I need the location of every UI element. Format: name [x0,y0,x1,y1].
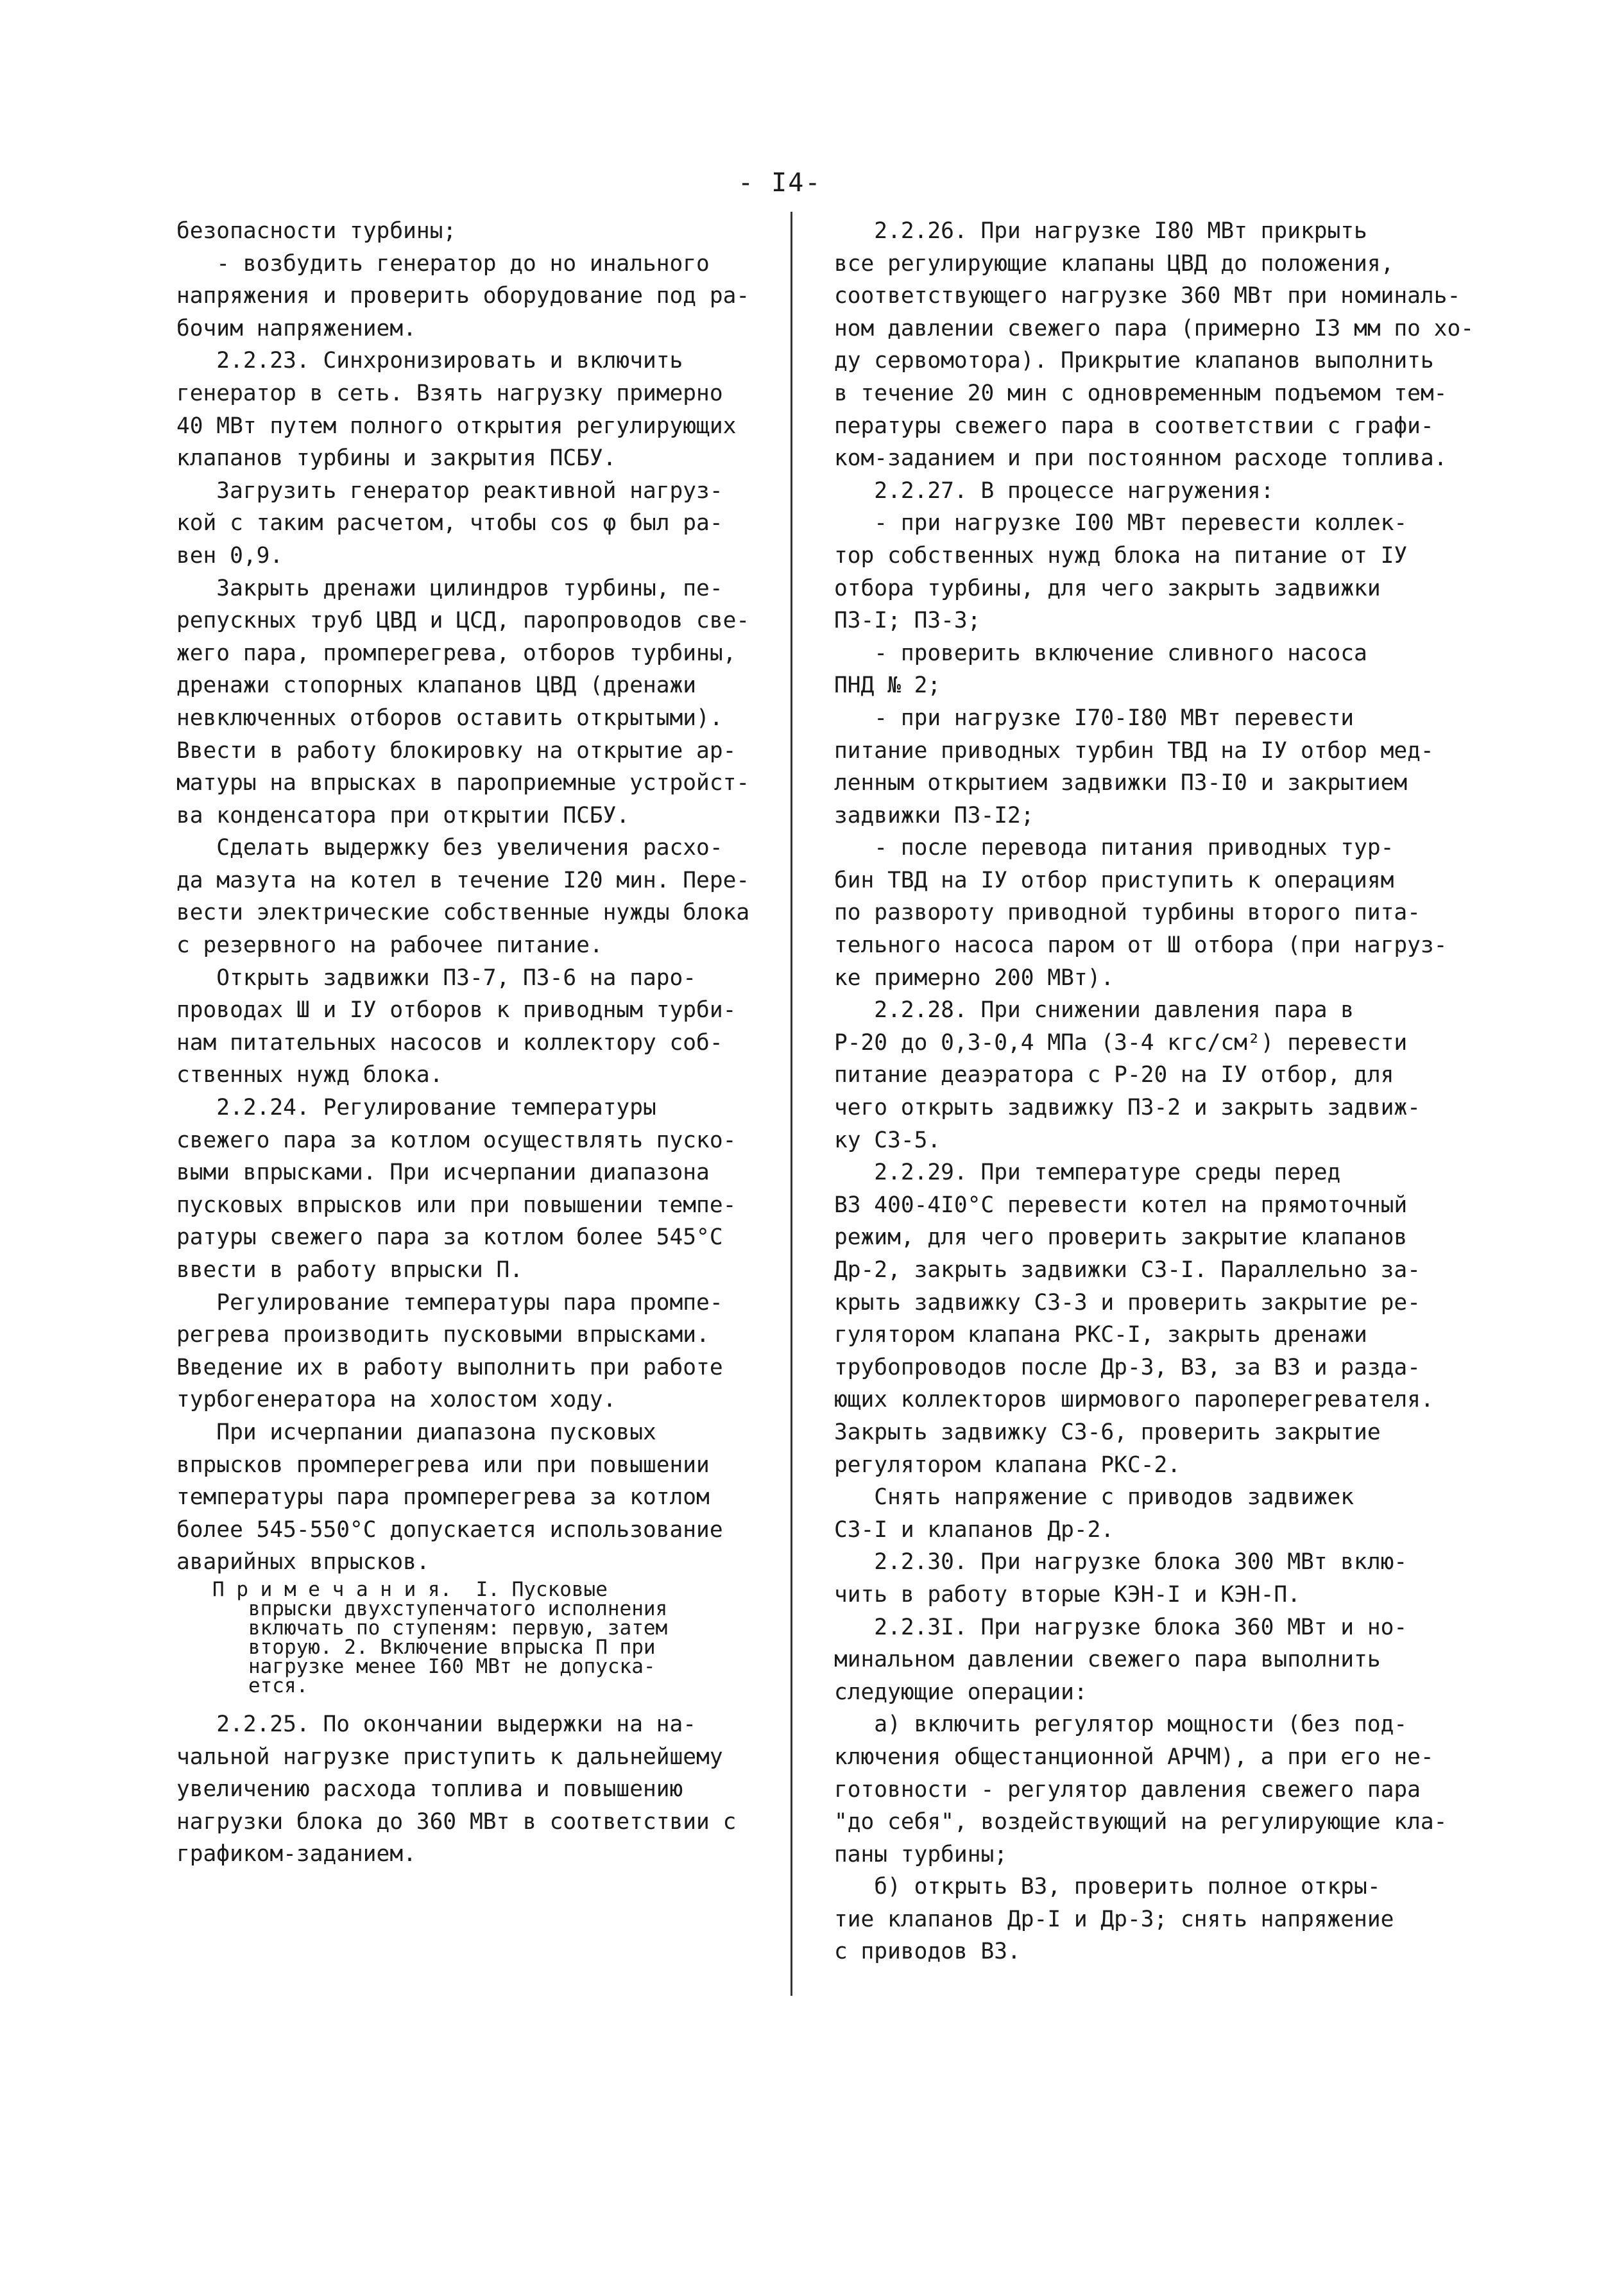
text-line: б) открыть ВЗ, проверить полное откры- [834,1874,1381,1900]
text-line: клапанов турбины и закрытия ПСБУ. [176,445,617,472]
text-line: бин ТВД на IУ отбор приступить к операциям [834,867,1394,893]
text-line: 2.2.26. При нагрузке I80 МВт прикрыть [834,218,1367,244]
text-line: репускных труб ЦВД и ЦСД, паропроводов све- [176,608,750,634]
text-line: чего открыть задвижку ПЗ-2 и закрыть задвиж- [834,1095,1421,1121]
text-line: тор собственных нужд блока на питание от IУ [834,542,1408,569]
text-line: ВЗ 400-4I0°С перевести котел на прямоточный [834,1192,1408,1218]
note-block [176,1577,754,1697]
text-line: - при нагрузке I70-I80 МВт перевести [834,705,1355,731]
text-line: следующие операции: [834,1679,1088,1705]
text-line: трубопроводов после Др-3, ВЗ, за ВЗ и разда- [834,1354,1421,1380]
text-block [176,215,754,1579]
text-line: с резервного на рабочее питание. [176,932,603,959]
text-line: пературы свежего пара в соответствии с графи- [834,413,1434,439]
text-line: Р-20 до 0,3-0,4 МПа (3-4 кгс/см²) перевести [834,1029,1408,1056]
text-line: паны турбины; [834,1841,1008,1867]
text-line: ку СЗ-5. [834,1127,941,1153]
text-line: ввести в работу впрыски П. [176,1257,524,1283]
text-line: нагрузке менее I60 МВт не допуска- [176,1654,656,1678]
text-line: задвижки ПЗ-I2; [834,802,1034,828]
column-divider [791,212,792,1996]
text-line: 2.2.3I. При нагрузке блока 360 МВт и но- [834,1614,1408,1640]
text-line: - проверить включение сливного насоса [834,640,1367,666]
text-line: 2.2.25. По окончании выдержки на на- [176,1711,697,1737]
text-line: "до себя", воздействующий на регулирующие кла- [834,1809,1448,1835]
text-line: ющих коллекторов ширмового пароперегревателя. [834,1387,1434,1413]
text-line: Открыть задвижки ПЗ-7, ПЗ-6 на паро- [176,965,697,991]
text-line: Ввести в работу блокировку на открытие ар- [176,737,737,764]
text-line: турбогенератора на холостом ходу. [176,1387,617,1413]
text-line: 40 МВт путем полного открытия регулирующих [176,413,737,439]
text-line: а) включить регулятор мощности (без под- [834,1711,1408,1738]
text-block [834,215,1474,1968]
page-number: - I4- [738,168,822,198]
text-line: 2.2.30. При нагрузке блока 300 МВт вклю- [834,1549,1408,1575]
text-line: жего пара, промперегрева, отборов турбины, [176,640,737,666]
text-line: Сделать выдержку без увеличения расхо- [176,835,723,861]
text-line: - после перевода питания приводных тур- [834,835,1394,861]
text-line: матуры на впрысках в пароприемные устройст- [176,770,750,796]
text-line: чальной нагрузке приступить к дальнейшему [176,1744,723,1770]
text-line: Введение их в работу выполнить при работе [176,1354,723,1380]
text-line: ственных нужд блока. [176,1062,443,1088]
text-line: соответствующего нагрузке 360 МВт при номиналь- [834,283,1461,309]
text-line: более 545-550°С допускается использование [176,1516,723,1543]
text-line: кой с таким расчетом, чтобы cos φ был ра- [176,510,723,536]
text-line: вторую. 2. Включение впрыска П при [176,1635,656,1659]
text-line: регрева производить пусковыми впрысками. [176,1322,710,1348]
text-line: невключенных отборов оставить открытыми). [176,705,723,731]
text-line: напряжения и проверить оборудование под ра- [176,283,750,309]
text-line: Снять напряжение с приводов задвижек [834,1484,1355,1511]
text-line: - при нагрузке I00 МВт перевести коллек- [834,510,1408,536]
text-line: ком-заданием и при постоянном расходе топлива. [834,445,1448,472]
text-line: отбора турбины, для чего закрыть задвижки [834,575,1381,601]
text-block [176,1708,754,1871]
text-line: вести электрические собственные нужды блока [176,900,750,926]
text-line: включать по ступеням: первую, затем [176,1616,668,1640]
text-line: 2.2.28. При снижении давления пара в [834,997,1355,1024]
text-line: аварийных впрысков. [176,1549,430,1575]
text-line: Закрыть дренажи цилиндров турбины, пе- [176,575,723,601]
text-line: Регулирование температуры пара промпе- [176,1289,723,1316]
text-line: СЗ-I и клапанов Др-2. [834,1516,1115,1543]
right-column [834,215,1474,1968]
text-line: проводах Ш и IУ отборов к приводным турби- [176,997,737,1024]
text-line: ду сервомотора). Прикрытие клапанов выполнить [834,348,1434,374]
text-line: ключения общестанционной АРЧМ), а при его не- [834,1744,1434,1770]
text-line: ется. [176,1674,309,1697]
text-line: ном давлении свежего пара (примерно I3 мм по хо- [834,315,1474,341]
text-line: вен 0,9. [176,542,284,569]
text-line: - возбудить генератор до но инального [176,250,710,277]
text-line: ПЗ-I; ПЗ-3; [834,608,981,634]
text-line: по развороту приводной турбины второго пита- [834,900,1421,926]
text-line: регулятором клапана РКС-2. [834,1452,1181,1478]
text-line: пусковых впрысков или при повышении темпе- [176,1192,737,1218]
text-line: температуры пара промперегрева за котлом [176,1484,710,1511]
text-line: Закрыть задвижку СЗ-6, проверить закрытие [834,1419,1381,1445]
text-line: готовности - регулятор давления свежего пара [834,1776,1421,1803]
text-line: крыть задвижку СЗ-3 и проверить закрытие ре- [834,1289,1421,1316]
text-line: При исчерпании диапазона пусковых [176,1419,656,1445]
text-line: минальном давлении свежего пара выполнить [834,1647,1381,1673]
text-line: генератор в сеть. Взять нагрузку примерно [176,380,723,406]
text-line: графиком-заданием. [176,1841,416,1867]
text-line: питание приводных турбин ТВД на IУ отбор мед- [834,737,1434,764]
text-line: безопасности турбины; [176,218,457,244]
text-line: да мазута на котел в течение I20 мин. Пере- [176,867,750,893]
text-line: 2.2.23. Синхронизировать и включить [176,348,683,374]
text-line: ратуры свежего пара за котлом более 545°С [176,1224,723,1251]
text-line: П р и м е ч а н и я. I. Пусковые [176,1577,608,1601]
text-line: 2.2.27. В процессе нагружения: [834,477,1274,504]
text-line: ПНД № 2; [834,673,941,699]
text-line: нам питательных насосов и коллектору соб- [176,1029,723,1056]
text-line: нагрузки блока до 360 МВт в соответствии с [176,1808,737,1835]
text-line: Др-2, закрыть задвижки СЗ-I. Параллельно за- [834,1257,1421,1283]
text-line: ва конденсатора при открытии ПСБУ. [176,802,630,828]
text-line: в течение 20 мин с одновременным подъемом тем- [834,380,1448,406]
text-line: дренажи стопорных клапанов ЦВД (дренажи [176,673,697,699]
text-line: ке примерно 200 МВт). [834,965,1115,991]
text-line: ленным открытием задвижки ПЗ-I0 и закрытием [834,770,1408,796]
text-line: питание деаэратора с Р-20 на IУ отбор, для [834,1062,1394,1088]
text-line: свежего пара за котлом осуществлять пуско- [176,1127,737,1153]
text-line: бочим напряжением. [176,315,416,341]
text-line: все регулирующие клапаны ЦВД до положения, [834,250,1394,277]
left-column [176,215,754,1871]
text-line: чить в работу вторые КЭН-I и КЭН-П. [834,1581,1301,1608]
text-line: 2.2.24. Регулирование температуры [176,1095,656,1121]
text-line: выми впрысками. При исчерпании диапазона [176,1160,710,1186]
text-line: увеличению расхода топлива и повышению [176,1776,683,1803]
text-line: впрыски двухступенчатого исполнения [176,1597,668,1620]
text-line: тельного насоса паром от Ш отбора (при нагруз- [834,932,1448,959]
text-line: тие клапанов Др-I и Др-3; снять напряжение [834,1906,1394,1932]
text-line: 2.2.29. При температуре среды перед [834,1160,1341,1186]
text-line: впрысков промперегрева или при повышении [176,1452,710,1478]
text-line: режим, для чего проверить закрытие клапанов [834,1224,1408,1251]
text-line: гулятором клапана РКС-I, закрыть дренажи [834,1322,1367,1348]
text-line: Загрузить генератор реактивной нагруз- [176,477,723,504]
text-line: с приводов ВЗ. [834,1939,1021,1965]
